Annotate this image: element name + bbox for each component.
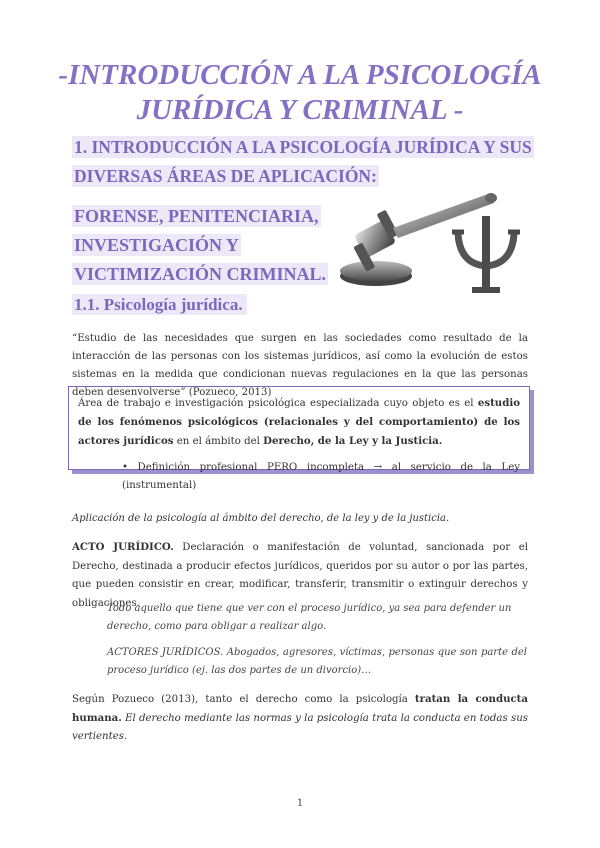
proceso-juridico-note: Todo aquello que tiene que ver con el proceso jurídico, ya sea para defender un derecho, como para obligar a realizar algo. (107, 603, 512, 632)
page-number: 1 (296, 798, 304, 809)
areas-line-2: INVESTIGACIÓN Y (74, 235, 239, 255)
acto-juridico-definition: ACTO JURÍDICO. Declaración o manifestación de voluntad, sancionada por el Derecho, destinada a producir efectos jurídicos, queridos por su autor o por las partes, que pueden consistir en crear, modificar, transferir, transmitir o extinguir derechos y obligaciones. (72, 541, 528, 609)
definition-quote: “Estudio de las necesidades que surgen en las sociedades como resultado de la interacción de las personas con los sistemas jurídicos, así como la evolución de estos sistemas en la medida que condicionan nuevas regulaciones en la que las personas deben desenvolverse” (Pozueco, 2013) (72, 333, 528, 398)
areas-line-3: VICTIMIZACIÓN CRIMINAL. (74, 264, 327, 284)
gavel-icon (340, 193, 497, 286)
gavel-psi-illustration (338, 188, 534, 296)
definition-box-text: Área de trabajo e investigación psicológica especializada cuyo objeto es el estudio de los fenómenos psicológicos (relacionales y del comportamiento) de los actores jurídicos en el ámbito del Derecho, de la Ley y la Justicia. (78, 397, 520, 447)
application-areas-heading (72, 202, 332, 289)
document-title (40, 58, 560, 128)
section-heading-1-line-1: 1. INTRODUCCIÓN A LA PSICOLOGÍA JURÍDICA Y SUS (74, 137, 532, 157)
title-line-2: JURÍDICA Y CRIMINAL - (136, 94, 464, 126)
psi-symbol-icon (452, 216, 520, 293)
application-caption: Aplicación de la psicología al ámbito del derecho, de la ley y de la justicia. (72, 513, 450, 524)
pozueco-paragraph: Según Pozueco (2013), tanto el derecho como la psicología tratan la conducta humana. El derecho mediante las normas y la psicología trata la conducta en todas sus vertientes. (72, 693, 528, 742)
subsection-heading: 1.1. Psicología jurídica. (72, 292, 247, 318)
acto-juridico-term: ACTO JURÍDICO. (72, 541, 174, 553)
actores-juridicos-note: ACTORES JURÍDICOS. Abogados, agresores, víctimas, personas que son parte del proceso jurídico (ej. las dos partes de un divorcio)… (107, 647, 527, 676)
title-line-1: -INTRODUCCIÓN A LA PSICOLOGÍA (58, 59, 542, 91)
areas-line-1: FORENSE, PENITENCIARIA, (74, 206, 319, 226)
definition-box (68, 386, 530, 491)
section-heading-1-line-2: DIVERSAS ÁREAS DE APLICACIÓN: (74, 166, 377, 186)
section-heading-1 (72, 133, 542, 191)
definition-bullet: • Definición profesional PERO incompleta → al servicio de la Ley (instrumental) (122, 462, 520, 491)
